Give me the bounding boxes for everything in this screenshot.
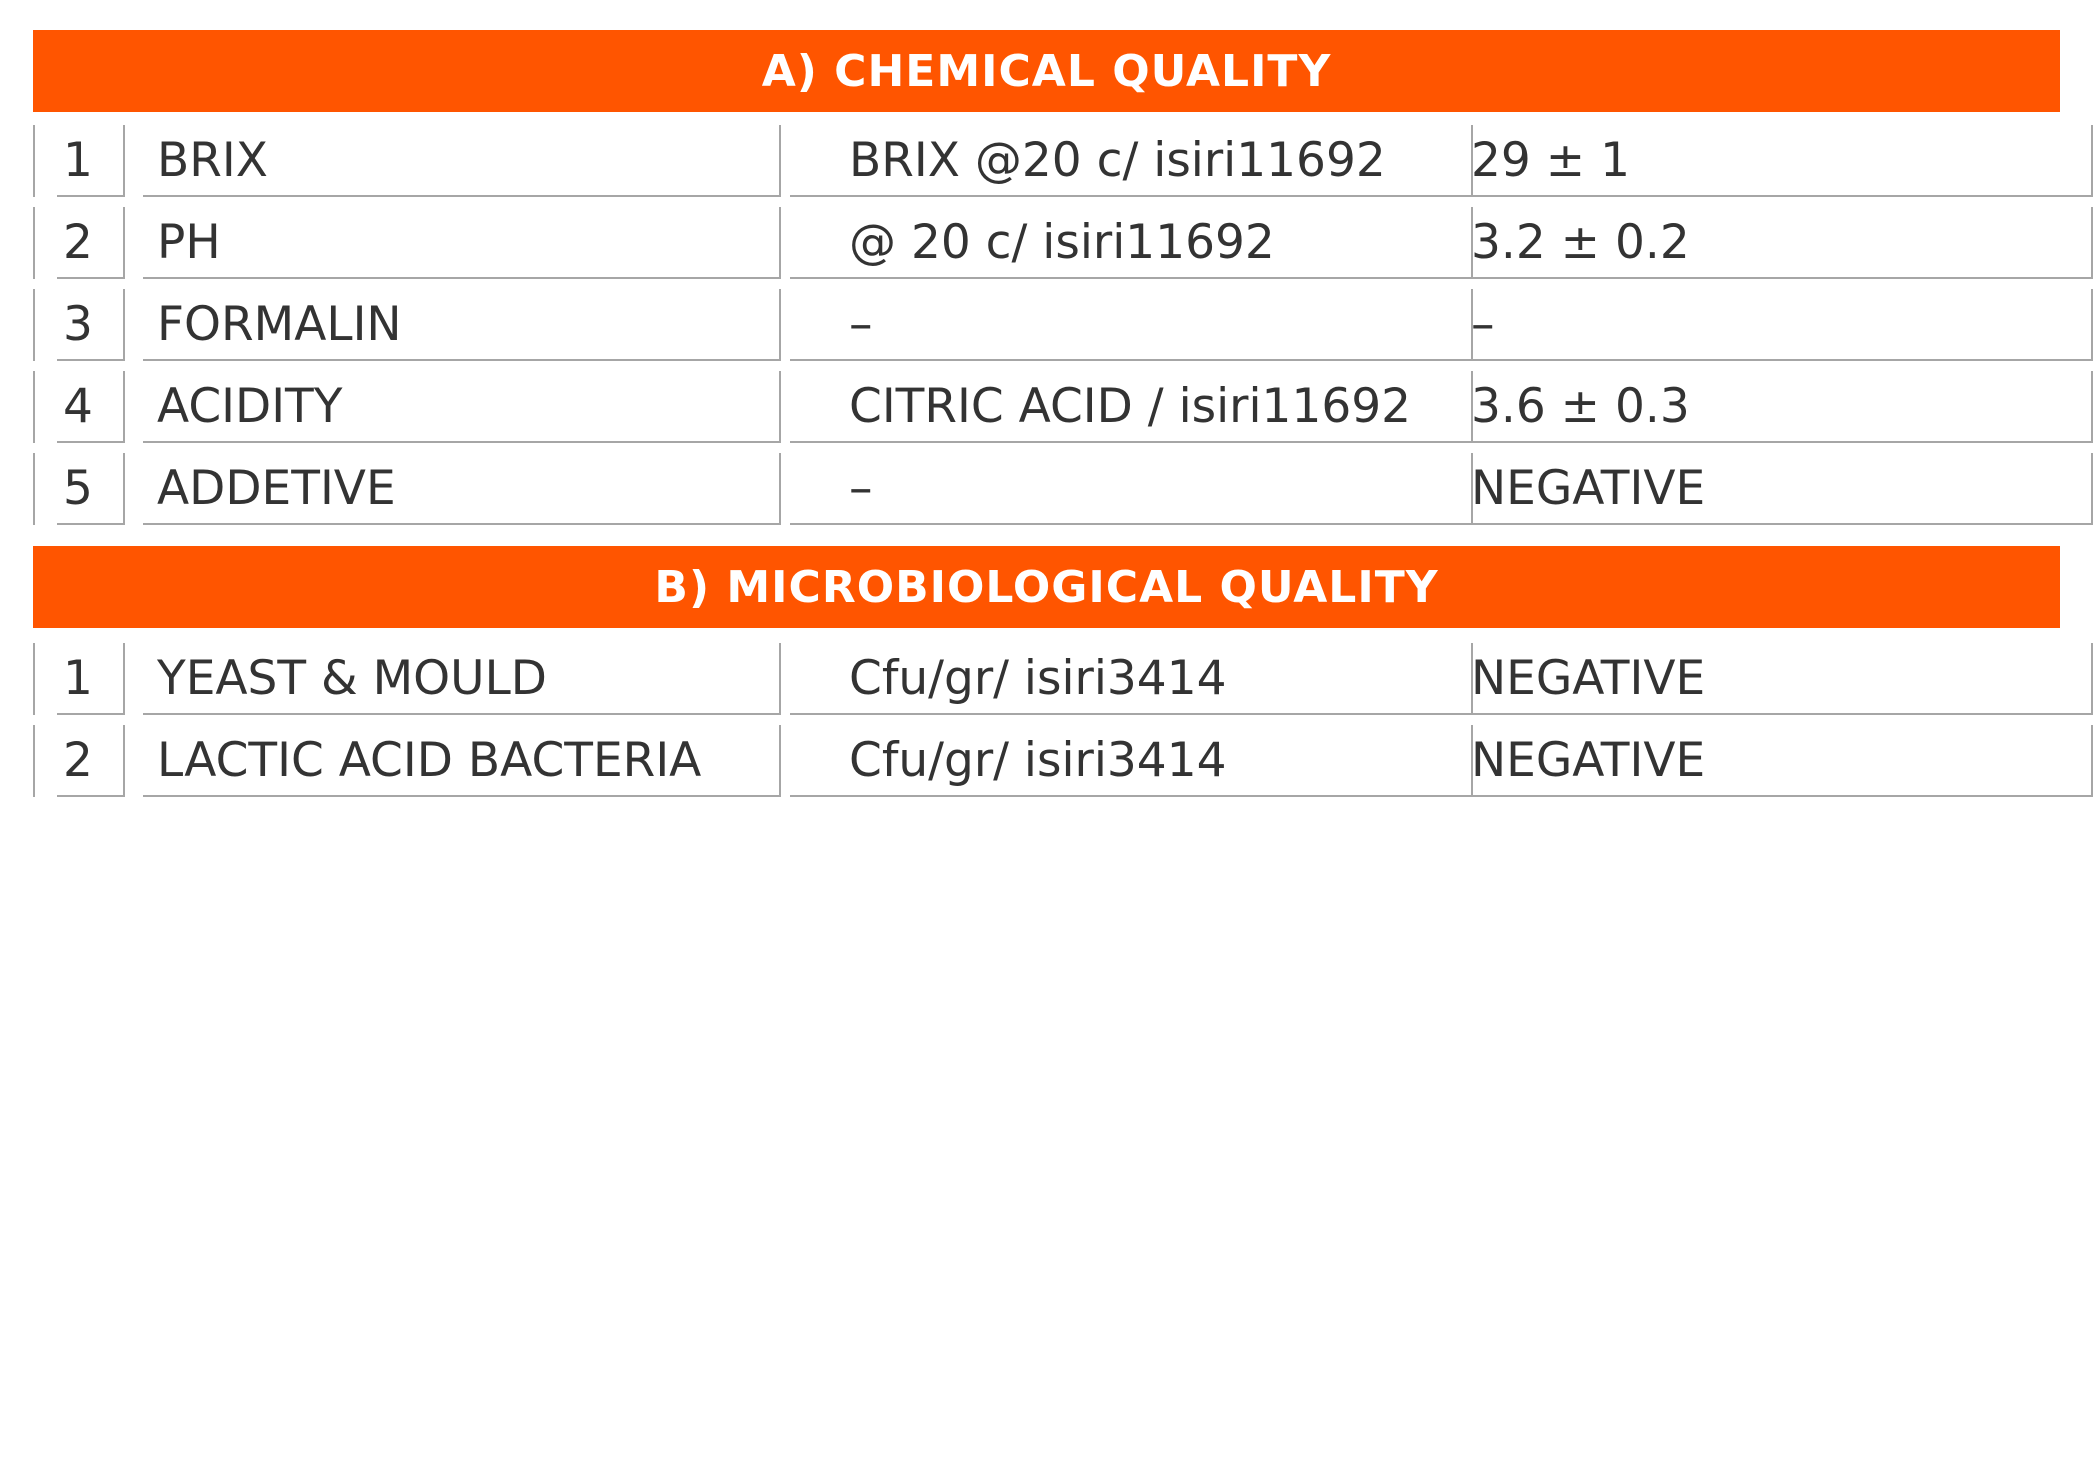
result-value: NEGATIVE — [1437, 453, 2093, 525]
test-method: BRIX @20 c/ isiri11692 — [790, 125, 1473, 197]
test-method: @ 20 c/ isiri11692 — [790, 207, 1473, 279]
row-number: 5 — [57, 453, 125, 525]
row-left-rule — [33, 207, 35, 279]
table-row — [0, 725, 2093, 797]
parameter-name: PH — [143, 207, 781, 279]
row-left-rule — [33, 371, 35, 443]
parameter-name: BRIX — [143, 125, 781, 197]
row-left-rule — [33, 125, 35, 197]
microbiological-quality-header — [33, 546, 2060, 628]
row-number: 2 — [57, 207, 125, 279]
test-method: CITRIC ACID / isiri11692 — [790, 371, 1473, 443]
row-left-rule — [33, 643, 35, 715]
result-value: NEGATIVE — [1437, 725, 2093, 797]
result-value: NEGATIVE — [1437, 643, 2093, 715]
chemical-quality-title: A) CHEMICAL QUALITY — [761, 45, 1332, 97]
row-number: 4 — [57, 371, 125, 443]
result-value: 29 ± 1 — [1437, 125, 2093, 197]
table-row — [0, 453, 2093, 525]
parameter-name: FORMALIN — [143, 289, 781, 361]
test-method: – — [790, 289, 1473, 361]
row-number: 2 — [57, 725, 125, 797]
test-method: Cfu/gr/ isiri3414 — [790, 725, 1473, 797]
row-number: 1 — [57, 125, 125, 197]
table-row — [0, 371, 2093, 443]
result-value: 3.2 ± 0.2 — [1437, 207, 2093, 279]
result-value: 3.6 ± 0.3 — [1437, 371, 2093, 443]
parameter-name: ACIDITY — [143, 371, 781, 443]
chemical-quality-header — [33, 30, 2060, 112]
parameter-name: LACTIC ACID BACTERIA — [143, 725, 781, 797]
microbiological-quality-title: B) MICROBIOLOGICAL QUALITY — [654, 561, 1439, 613]
table-row — [0, 125, 2093, 197]
parameter-name: YEAST & MOULD — [143, 643, 781, 715]
test-method: – — [790, 453, 1473, 525]
test-method: Cfu/gr/ isiri3414 — [790, 643, 1473, 715]
table-row — [0, 289, 2093, 361]
table-row — [0, 207, 2093, 279]
row-left-rule — [33, 289, 35, 361]
row-number: 1 — [57, 643, 125, 715]
result-value: – — [1437, 289, 2093, 361]
row-left-rule — [33, 453, 35, 525]
row-left-rule — [33, 725, 35, 797]
row-number: 3 — [57, 289, 125, 361]
parameter-name: ADDETIVE — [143, 453, 781, 525]
table-row — [0, 643, 2093, 715]
